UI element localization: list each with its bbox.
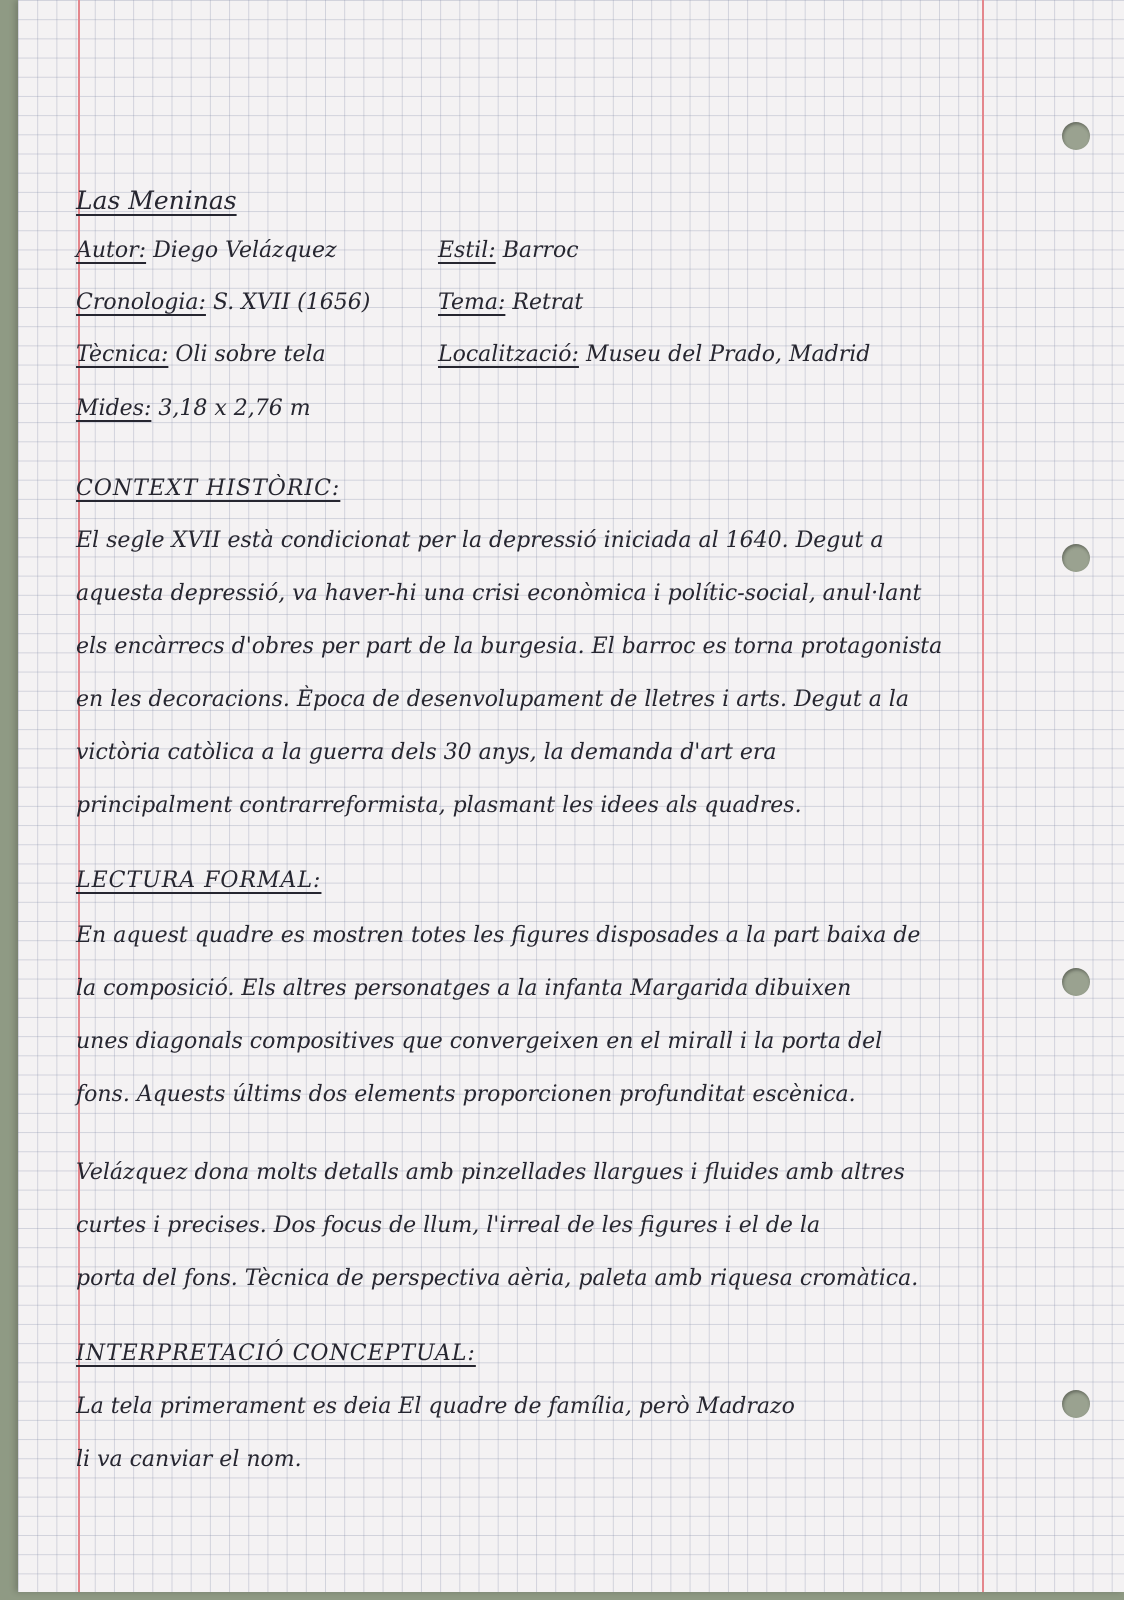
- tema-label: Tema:: [438, 290, 506, 315]
- formal-line: porta del fons. Tècnica de perspectiva aèria, paleta amb riquesa cromàtica.: [76, 1266, 919, 1291]
- estil-field: [438, 240, 579, 262]
- localitzacio-value: Museu del Prado, Madrid: [585, 342, 871, 367]
- localitzacio-field: [438, 344, 870, 366]
- mides-label: Mides:: [76, 396, 152, 421]
- autor-value: Diego Velázquez: [153, 238, 337, 263]
- estil-label: Estil:: [438, 238, 496, 263]
- context-line: aquesta depressió, va haver-hi una crisi econòmica i polític-social, anul·lant: [76, 581, 922, 606]
- formal-heading: LECTURA FORMAL:: [76, 868, 322, 893]
- formal-line: unes diagonals compositives que convergeixen en el mirall i la porta del: [76, 1029, 883, 1054]
- formal-line: fons. Aquests últims dos elements proporcionen profunditat escènica.: [76, 1082, 856, 1107]
- autor-field: [76, 240, 337, 262]
- formal-line: la composició. Els altres personatges a la infanta Margarida dibuixen: [76, 976, 852, 1001]
- conceptual-heading: INTERPRETACIÓ CONCEPTUAL:: [76, 1341, 476, 1366]
- context-line: principalment contrarreformista, plasmant les idees als quadres.: [76, 793, 802, 818]
- notebook-page: [18, 0, 1124, 1592]
- formal-line: curtes i precises. Dos focus de llum, l'irreal de les figures i el de la: [76, 1213, 821, 1238]
- punch-hole: [1062, 544, 1090, 572]
- tema-field: [438, 292, 583, 314]
- localitzacio-label: Localització:: [438, 342, 579, 367]
- context-line: en les decoracions. Època de desenvolupament de lletres i arts. Degut a la: [76, 687, 909, 712]
- page-title: Las Meninas: [76, 186, 237, 215]
- tecnica-field: [76, 344, 326, 366]
- context-heading: CONTEXT HISTÒRIC:: [76, 476, 341, 501]
- right-margin-line: [982, 0, 984, 1592]
- punch-hole: [1062, 968, 1090, 996]
- conceptual-line: La tela primerament es deia El quadre de família, però Madrazo: [76, 1394, 795, 1419]
- formal-line: En aquest quadre es mostren totes les figures disposades a la part baixa de: [76, 923, 921, 948]
- cronologia-field: [76, 292, 370, 314]
- context-line: El segle XVII està condicionat per la depressió iniciada al 1640. Degut a: [76, 528, 884, 553]
- formal-line: Velázquez dona molts detalls amb pinzellades llargues i fluides amb altres: [76, 1160, 905, 1185]
- context-line: els encàrrecs d'obres per part de la burgesia. El barroc es torna protagonista: [76, 634, 943, 659]
- cronologia-value: S. XVII (1656): [212, 290, 371, 315]
- conceptual-line: li va canviar el nom.: [76, 1447, 302, 1472]
- context-line: victòria catòlica a la guerra dels 30 anys, la demanda d'art era: [76, 740, 777, 765]
- mides-value: 3,18 x 2,76 m: [158, 396, 311, 421]
- tecnica-value: Oli sobre tela: [175, 342, 326, 367]
- punch-hole: [1062, 122, 1090, 150]
- mides-field: [76, 398, 311, 420]
- estil-value: Barroc: [502, 238, 579, 263]
- cronologia-label: Cronologia:: [76, 290, 206, 315]
- tecnica-label: Tècnica:: [76, 342, 169, 367]
- tema-value: Retrat: [512, 290, 584, 315]
- punch-hole: [1062, 1390, 1090, 1418]
- autor-label: Autor:: [76, 238, 147, 263]
